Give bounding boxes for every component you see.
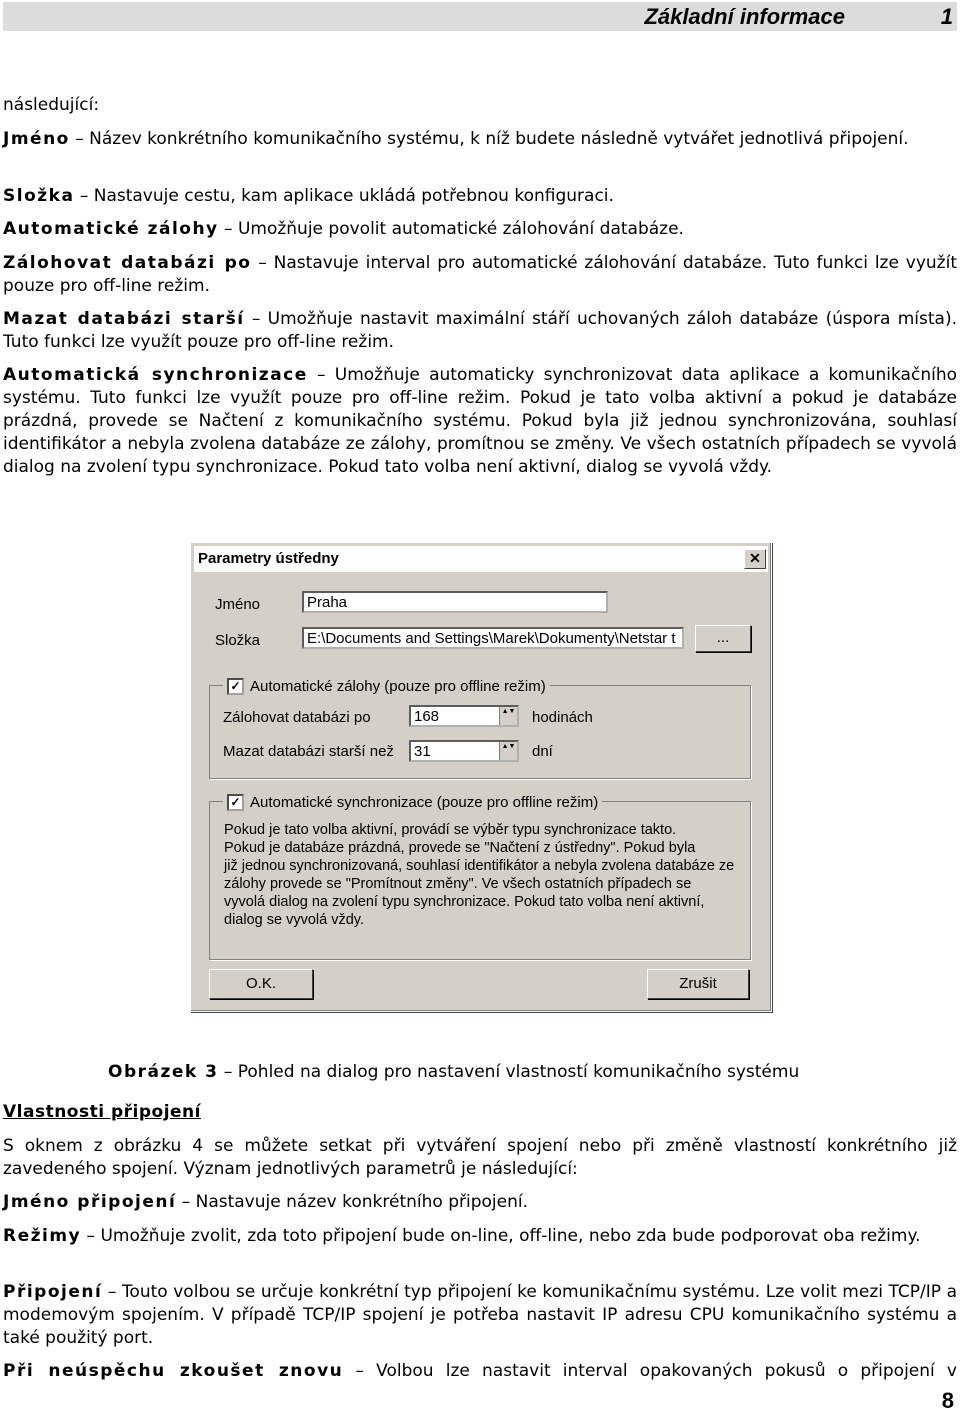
folder-label: Složka [215, 632, 261, 649]
browse-button[interactable]: ... [695, 625, 751, 652]
definition-delete-older: Mazat databázi starší – Umožňuje nastavit maximální stáří uchovaných záloh databáze (úspora místa). Tuto funkci lze využít pouze pro off-line režim. [3, 309, 957, 352]
backup-checkbox-label: Automatické zálohy (pouze pro offline režim) [250, 677, 546, 695]
backup-group [209, 685, 751, 779]
delete-older-label: Mazat databázi starší než [223, 743, 394, 760]
definition-desc: Touto volbou se určuje konkrétní typ připojení ke komunikačnímu systému. Lze volit mezi TCP/IP a modemovým spojením. V případě TCP/IP spojení je potřeba nastavit IP adresu CPU komunikačního systému a také použitý port. [3, 1282, 957, 1348]
close-icon[interactable]: ✕ [744, 549, 766, 569]
definition-auto-backup: Automatické zálohy – Umožňuje povolit automatické zálohování databáze. [3, 219, 684, 239]
spinner-arrows-icon[interactable]: ▲▼ [499, 707, 517, 727]
definition-folder: Složka – Nastavuje cestu, kam aplikace ukládá potřebnou konfiguraci. [3, 186, 614, 206]
definition-term: Složka [3, 186, 75, 206]
ok-button[interactable]: O.K. [209, 969, 313, 999]
backup-after-input[interactable]: 168 ▲▼ [409, 705, 519, 727]
definition-retry: Při neúspěchu zkoušet znovu – Volbou lze nastavit interval opakovaných pokusů o připojení v [3, 1361, 957, 1381]
dialog-titlebar [194, 546, 768, 572]
definition-term: Připojení [3, 1282, 103, 1302]
delete-older-unit: dní [532, 743, 553, 760]
definition-modes: Režimy – Umožňuje zvolit, zda toto připojení bude on-line, off-line, nebo zda bude podporovat oba režimy. [3, 1226, 921, 1246]
folder-input[interactable]: E:\Documents and Settings\Marek\Dokumenty\Netstar t [302, 627, 684, 649]
section-title: Vlastnosti připojení [3, 1102, 201, 1122]
definition-term: Při neúspěchu zkoušet znovu [3, 1361, 344, 1381]
section-intro: S oknem z obrázku 4 se můžete setkat při vytváření spojení nebo při změně vlastností konkrétního již zavedeného spojení. Význam jednotlivých parametrů je následující: [3, 1136, 957, 1179]
spinner-arrows-icon[interactable]: ▲▼ [499, 742, 517, 762]
definition-desc: Umožňuje nastavit maximální stáří uchovaných záloh databáze (úspora místa). Tuto funkci lze využít pouze pro off-line režim. [3, 309, 957, 352]
name-input[interactable]: Praha [302, 591, 608, 613]
definition-term: Mazat databázi starší [3, 309, 245, 329]
sync-group-header [223, 791, 602, 813]
definition-name: Jméno – Název konkrétního komunikačního systému, k níž budete následně vytvářet jednotlivá připojení. [3, 129, 909, 149]
delete-older-input[interactable]: 31 ▲▼ [409, 740, 519, 762]
sync-info-text: Pokud je tato volba aktivní, provádí se výběr typu synchronizace takto. Pokud je databáze prázdná, provede se "Načtení z ústředny". Pokud byla již jednou synchronizovaná, souhlasí identifikátor a nebyla zvolena databáze ze zálohy provede se "Promítnout změny". Ve všech ostatních případech se vyvolá dialog na zvolení typu synchronizace. Pokud tato volba není aktivní, dialog se vyvolá vždy. [224, 822, 735, 928]
figure-caption: Obrázek 3 – Pohled na dialog pro nastavení vlastností komunikačního systému [108, 1062, 800, 1082]
definition-term: Automatická synchronizace [3, 365, 308, 385]
definition-desc: Umožňuje automaticky synchronizovat data aplikace a komunikačního systému. Tuto funkci lze využít pouze pro off-line režim. Pokud je tato volba aktivní a pokud je databáze prázdná, provede se Načtení z komunikačního systému. Pokud byla již jednou synchronizována, souhlasí identifikátor a nebyla zvolena databáze ze zálohy, promítnou se změny. Ve všech ostatních případech se vyvolá dialog na zvolení typu synchronizace. Pokud tato volba není aktivní, dialog se vyvolá vždy. [3, 365, 957, 477]
definition-desc: Umožňuje zvolit, zda toto připojení bude on-line, off-line, nebo zda bude podporovat oba režimy. [100, 1226, 921, 1246]
header-title: Základní informace [644, 4, 845, 29]
sync-checkbox-label: Automatické synchronizace (pouze pro offline režim) [250, 793, 599, 811]
definition-desc: Nastavuje interval pro automatické zálohování databáze. Tuto funkci lze využít pouze pro off-line režim. [3, 253, 957, 296]
header-chapter-number: 1 [940, 4, 953, 29]
definition-term: Jméno [3, 129, 70, 149]
backup-after-unit: hodinách [532, 709, 593, 726]
definition-backup-interval: Zálohovat databázi po – Nastavuje interval pro automatické zálohování databáze. Tuto funkci lze využít pouze pro off-line režim. [3, 253, 957, 296]
definition-desc: Volbou lze nastavit interval opakovaných pokusů o připojení v [376, 1361, 957, 1381]
definition-term: Jméno připojení [3, 1192, 177, 1212]
page-header [3, 2, 957, 31]
intro-text: následující: [3, 95, 100, 115]
definition-desc: Nastavuje název konkrétního připojení. [195, 1192, 528, 1212]
definition-term: Automatické zálohy [3, 219, 219, 239]
dialog-title: Parametry ústředny [198, 550, 339, 567]
name-label: Jméno [215, 596, 261, 613]
backup-after-label: Zálohovat databázi po [223, 709, 371, 726]
backup-checkbox[interactable]: ✓ [227, 678, 244, 695]
sync-checkbox[interactable]: ✓ [227, 794, 244, 811]
definition-term: Zálohovat databázi po [3, 253, 252, 273]
definition-connection-name: Jméno připojení – Nastavuje název konkrétního připojení. [3, 1192, 528, 1212]
definition-desc: Umožňuje povolit automatické zálohování databáze. [237, 219, 684, 239]
definition-term: Režimy [3, 1226, 82, 1246]
page-number: 8 [941, 1388, 954, 1413]
definition-connection: Připojení – Touto volbou se určuje konkrétní typ připojení ke komunikačnímu systému. Lze volit mezi TCP/IP a modemovým spojením. V případě TCP/IP spojení je potřeba nastavit IP adresu CPU komunikačního systému a také použitý port. [3, 1282, 957, 1348]
definition-desc: Nastavuje cestu, kam aplikace ukládá potřebnou konfiguraci. [93, 186, 614, 206]
caption-desc: Pohled na dialog pro nastavení vlastností komunikačního systému [237, 1062, 800, 1082]
central-parameters-dialog [190, 542, 772, 1012]
caption-term: Obrázek 3 [108, 1062, 219, 1082]
backup-group-header [223, 675, 550, 697]
definition-auto-sync: Automatická synchronizace – Umožňuje automaticky synchronizovat data aplikace a komunikačního systému. Tuto funkci lze využít pouze pro off-line režim. Pokud je tato volba aktivní a pokud je databáze prázdná, provede se Načtení z komunikačního systému. Pokud byla již jednou synchronizována, souhlasí identifikátor a nebyla zvolena databáze ze zálohy, promítnou se změny. Ve všech ostatních případech se vyvolá dialog na zvolení typu synchronizace. Pokud tato volba není aktivní, dialog se vyvolá vždy. [3, 365, 957, 477]
cancel-button[interactable]: Zrušit [647, 969, 749, 999]
definition-desc: Název konkrétního komunikačního systému, k níž budete následně vytvářet jednotlivá připojení. [89, 129, 909, 149]
